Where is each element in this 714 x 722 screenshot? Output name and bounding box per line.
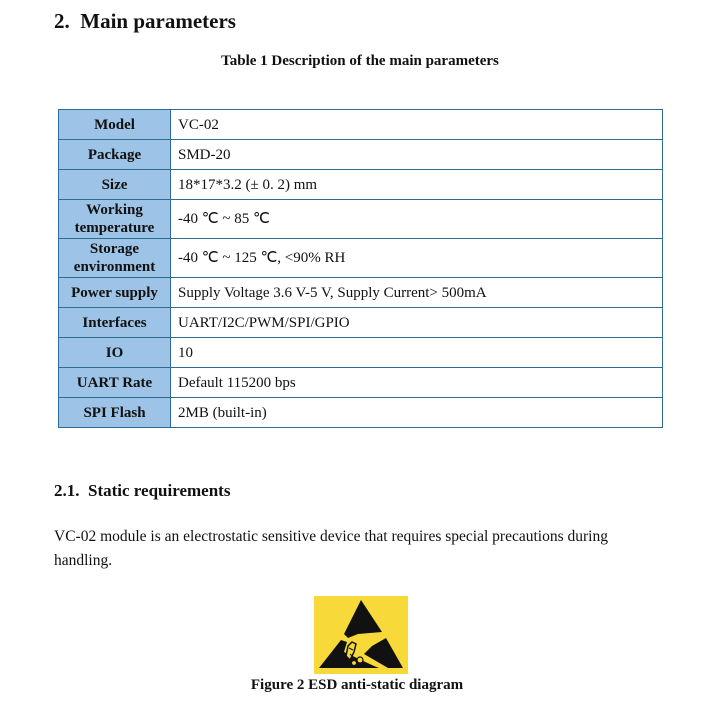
subsection-title: Static requirements (88, 481, 231, 500)
param-key: Model (59, 110, 171, 140)
figure-caption: Figure 2 ESD anti-static diagram (250, 677, 464, 693)
param-key: Size (59, 170, 171, 200)
param-value: VC-02 (171, 110, 663, 140)
table-row (59, 239, 663, 278)
param-value: Supply Voltage 3.6 V-5 V, Supply Current> 500mA (171, 278, 663, 308)
param-value: 10 (171, 338, 663, 368)
table-row (59, 398, 663, 428)
param-key: Power supply (59, 278, 171, 308)
param-value: Default 115200 bps (171, 368, 663, 398)
static-requirements-paragraph: VC-02 module is an electrostatic sensitive device that requires special precautions during handling. (54, 528, 608, 569)
param-key: SPI Flash (59, 398, 171, 428)
subsection-heading (54, 480, 230, 502)
parameters-table (58, 109, 663, 428)
table-row (59, 170, 663, 200)
param-key: Package (59, 140, 171, 170)
param-value: -40 ℃ ~ 85 ℃ (171, 200, 663, 239)
table-row (59, 200, 663, 239)
section-title: Main parameters (80, 9, 236, 33)
table-row (59, 308, 663, 338)
section-heading (54, 8, 236, 34)
param-key: Interfaces (59, 308, 171, 338)
param-value: 18*17*3.2 (± 0. 2) mm (171, 170, 663, 200)
esd-warning-icon (314, 596, 408, 674)
param-value: UART/I2C/PWM/SPI/GPIO (171, 308, 663, 338)
table-caption: Table 1 Description of the main parameters (221, 53, 499, 69)
param-value: -40 ℃ ~ 125 ℃, <90% RH (171, 239, 663, 278)
table-row (59, 338, 663, 368)
table-row (59, 140, 663, 170)
param-key: Storage environment (59, 239, 171, 278)
param-value: 2MB (built-in) (171, 398, 663, 428)
param-key: IO (59, 338, 171, 368)
table-row (59, 278, 663, 308)
table-row (59, 368, 663, 398)
section-number: 2. (54, 9, 70, 33)
param-value: SMD-20 (171, 140, 663, 170)
table-row (59, 110, 663, 140)
param-key: UART Rate (59, 368, 171, 398)
subsection-number: 2.1. (54, 481, 80, 500)
param-key: Working temperature (59, 200, 171, 239)
